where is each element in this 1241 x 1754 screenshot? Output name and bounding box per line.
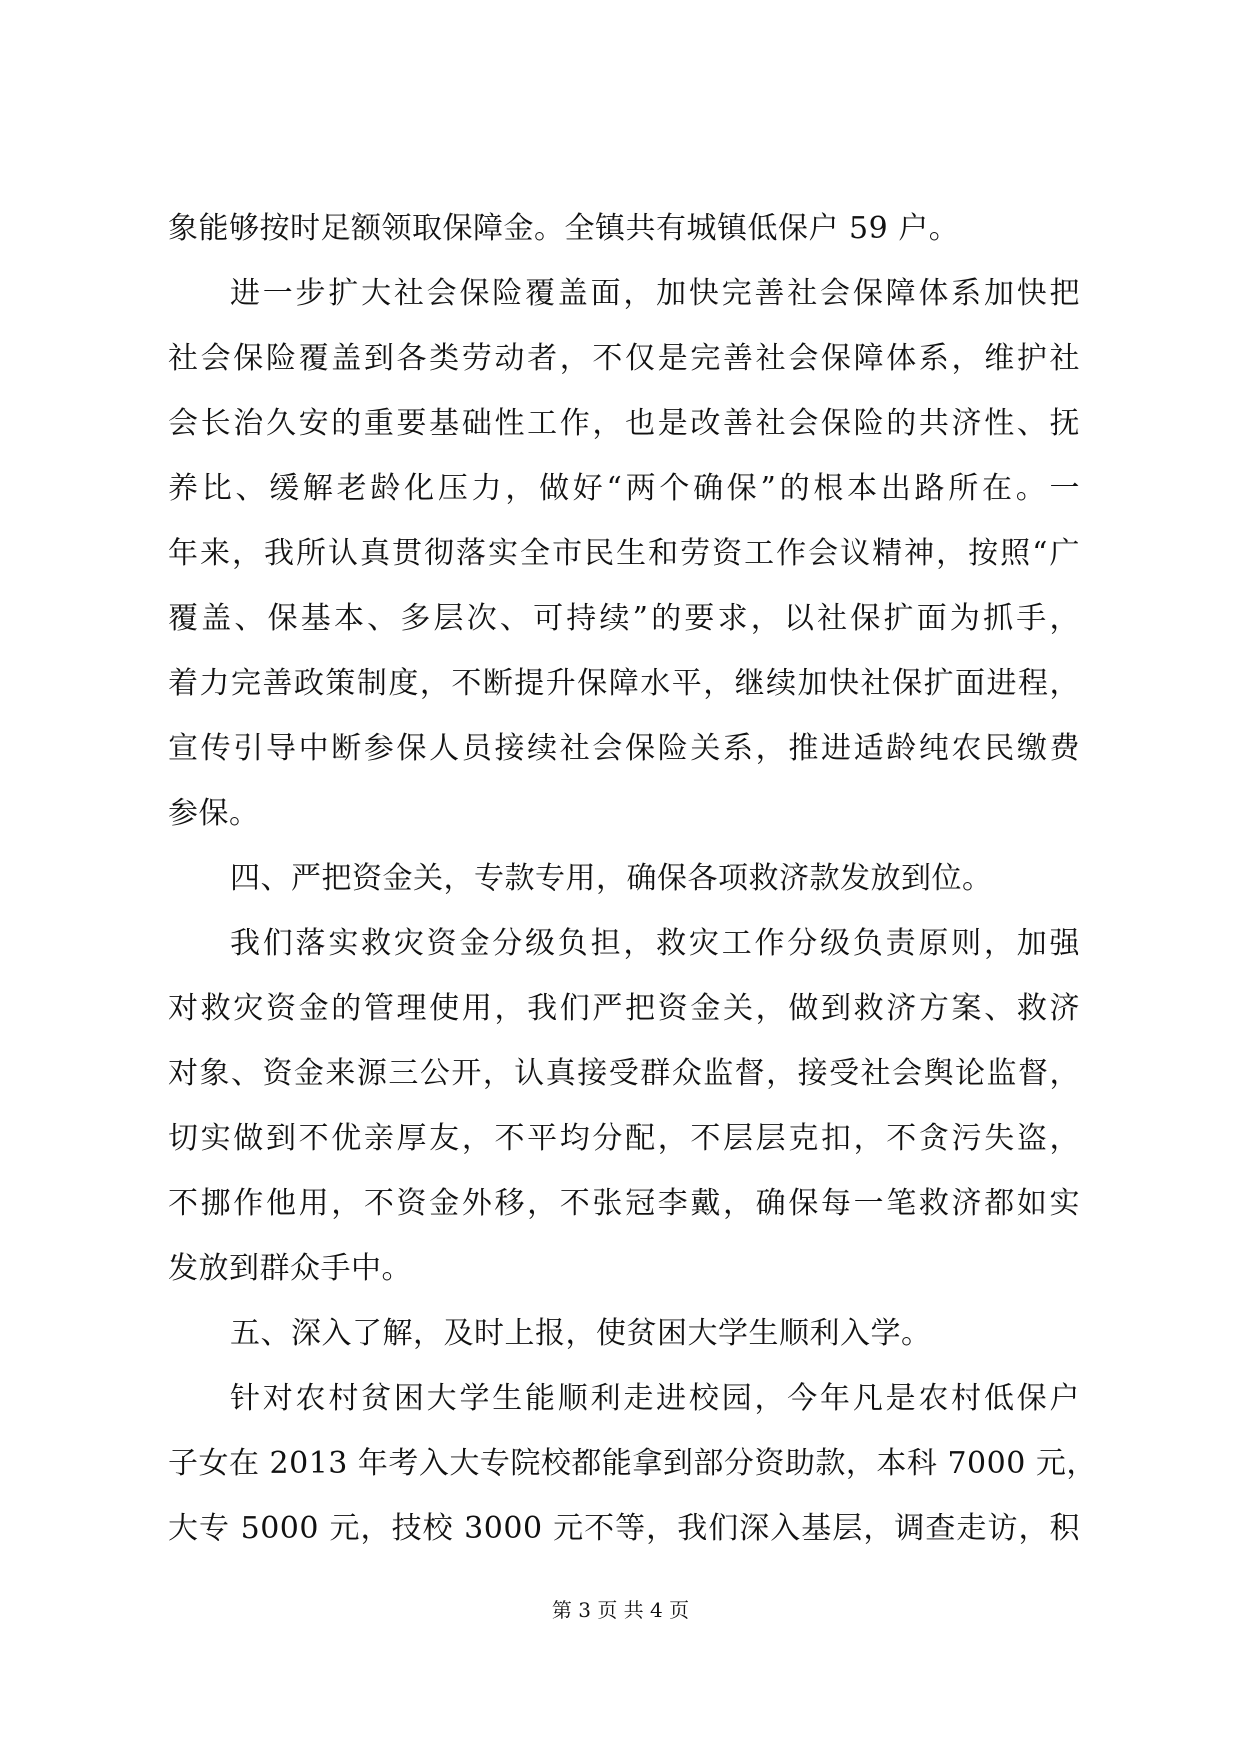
document-body — [168, 196, 1097, 1561]
section-heading-5: 五、深入了解，及时上报，使贫困大学生顺利入学。 — [230, 1316, 932, 1351]
text-line-14: 对象、资金来源三公开，认真接受群众监督，接受社会舆论监督， — [168, 1056, 1080, 1091]
text-line-13: 对救灾资金的管理使用，我们严把资金关，做到救济方案、救济 — [168, 991, 1080, 1026]
text-line-7: 覆盖、保基本、多层次、可持续”的要求，以社保扩面为抓手， — [168, 601, 1080, 636]
text-line-16: 不挪作他用，不资金外移，不张冠李戴，确保每一笔救济都如实 — [168, 1186, 1080, 1221]
text-line-20: 子女在 2013 年考入大专院校都能拿到部分资助款，本科 7000 元， — [168, 1446, 1097, 1481]
section-heading-4: 四、严把资金关，专款专用，确保各项救济款发放到位。 — [230, 861, 993, 896]
text-line-10: 参保。 — [168, 796, 260, 831]
text-line-15: 切实做到不优亲厚友，不平均分配，不层层克扣，不贪污失盗， — [168, 1121, 1080, 1156]
text-line-2: 进一步扩大社会保险覆盖面，加快完善社会保障体系加快把 — [230, 276, 1080, 311]
text-line-1: 象能够按时足额领取保障金。全镇共有城镇低保户 59 户。 — [168, 211, 960, 246]
text-line-19: 针对农村贫困大学生能顺利走进校园，今年凡是农村低保户 — [230, 1381, 1080, 1416]
text-line-9: 宣传引导中断参保人员接续社会保险关系，推进适龄纯农民缴费 — [168, 731, 1080, 766]
text-line-6: 年来，我所认真贯彻落实全市民生和劳资工作会议精神，按照“广 — [168, 536, 1080, 571]
text-line-17: 发放到群众手中。 — [168, 1251, 412, 1286]
text-line-4: 会长治久安的重要基础性工作，也是改善社会保险的共济性、抚 — [168, 406, 1080, 441]
text-line-12: 我们落实救灾资金分级负担，救灾工作分级负责原则，加强 — [230, 926, 1080, 961]
page-number-footer: 第 3 页 共 4 页 — [551, 1598, 690, 1622]
text-line-3: 社会保险覆盖到各类劳动者，不仅是完善社会保障体系，维护社 — [168, 341, 1080, 376]
text-line-21: 大专 5000 元，技校 3000 元不等，我们深入基层，调查走访，积 — [168, 1511, 1080, 1546]
text-line-5: 养比、缓解老龄化压力，做好“两个确保”的根本出路所在。一 — [168, 471, 1080, 506]
text-line-8: 着力完善政策制度，不断提升保障水平，继续加快社保扩面进程， — [168, 666, 1080, 701]
